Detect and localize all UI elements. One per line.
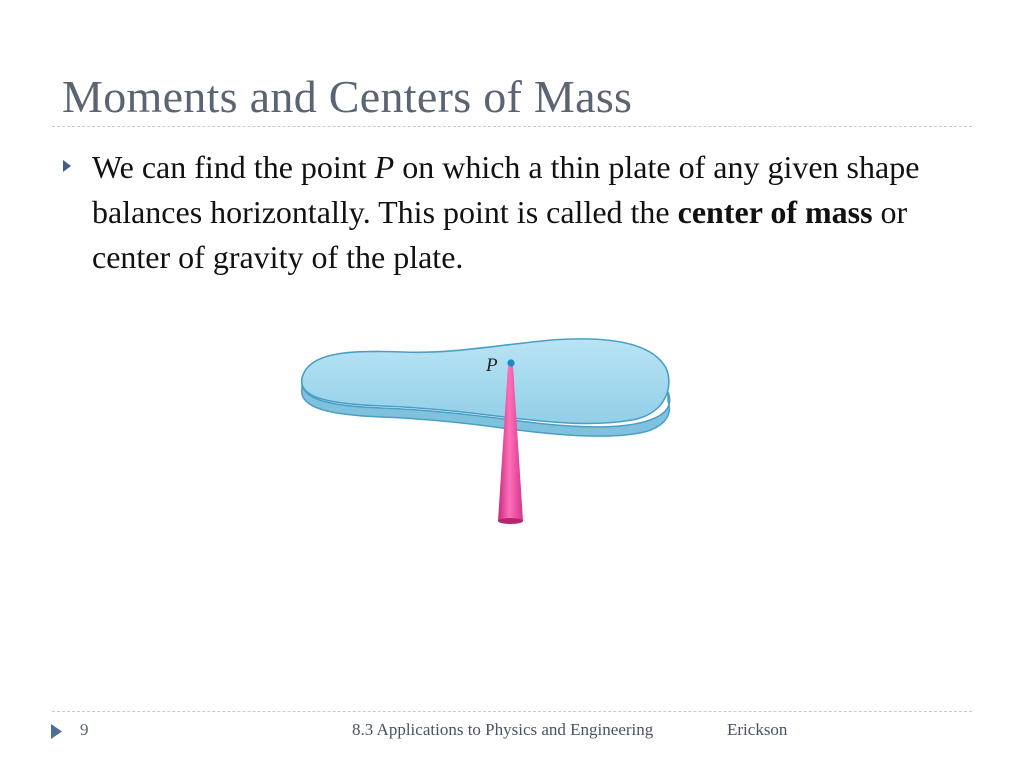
bullet-text xyxy=(92,145,972,280)
stand-base xyxy=(498,518,523,524)
bullet-text-part2: on which a thin plate of any given shape balances horizontally. This point is called the xyxy=(92,149,920,230)
footer-author: Erickson xyxy=(727,720,788,739)
slide-title: Moments and Centers of Mass xyxy=(62,71,633,122)
footer-arrow-icon xyxy=(50,723,63,740)
balanced-plate-figure xyxy=(290,328,680,533)
center-of-mass-term: center of mass xyxy=(677,194,873,230)
title-divider xyxy=(52,126,972,127)
slide-number: 9 xyxy=(80,720,89,739)
bullet-text-part1: We can find the point xyxy=(92,149,375,185)
footer-section: 8.3 Applications to Physics and Engineering xyxy=(352,720,654,739)
center-of-mass-point xyxy=(507,359,514,366)
footer-divider xyxy=(52,711,972,712)
bullet-text-part3: or center of gravity of the plate. xyxy=(92,194,908,275)
bullet-arrow-icon xyxy=(62,159,72,173)
point-p-label: P xyxy=(486,355,498,376)
point-p-variable: P xyxy=(374,149,395,185)
